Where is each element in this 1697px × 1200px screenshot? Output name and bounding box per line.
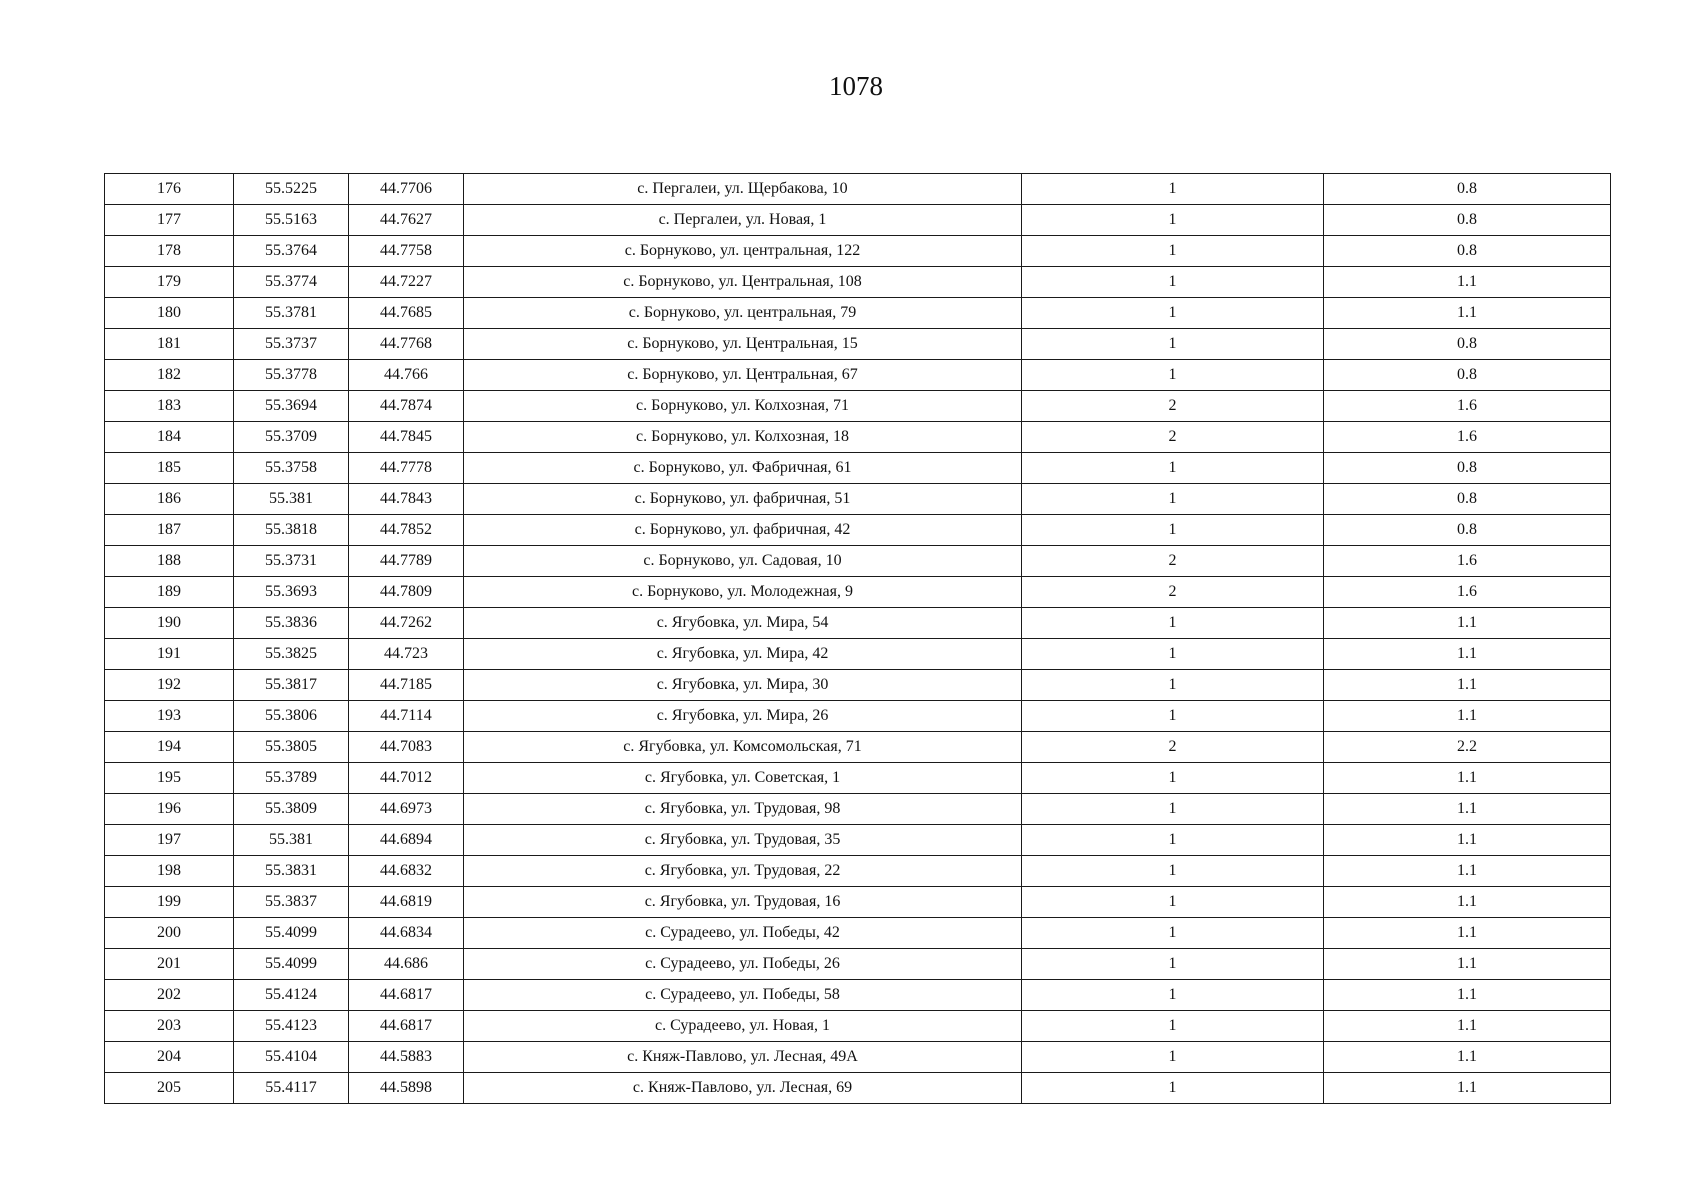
address-cell: с. Борнуково, ул. Колхозная, 71	[464, 391, 1022, 422]
value-cell: 2.2	[1324, 732, 1611, 763]
count-cell: 1	[1022, 360, 1324, 391]
table-row	[105, 174, 1611, 205]
row-number-cell: 187	[105, 515, 234, 546]
count-cell: 1	[1022, 980, 1324, 1011]
count-cell: 2	[1022, 577, 1324, 608]
value-cell: 1.1	[1324, 298, 1611, 329]
latitude-cell: 55.3737	[234, 329, 349, 360]
latitude-cell: 55.3817	[234, 670, 349, 701]
longitude-cell: 44.6819	[349, 887, 464, 918]
latitude-cell: 55.3694	[234, 391, 349, 422]
address-cell: с. Ягубовка, ул. Комсомольская, 71	[464, 732, 1022, 763]
count-cell: 1	[1022, 174, 1324, 205]
count-cell: 2	[1022, 732, 1324, 763]
row-number-cell: 186	[105, 484, 234, 515]
longitude-cell: 44.7114	[349, 701, 464, 732]
count-cell: 1	[1022, 608, 1324, 639]
count-cell: 1	[1022, 298, 1324, 329]
latitude-cell: 55.3831	[234, 856, 349, 887]
value-cell: 0.8	[1324, 329, 1611, 360]
table-row	[105, 608, 1611, 639]
row-number-cell: 183	[105, 391, 234, 422]
longitude-cell: 44.7852	[349, 515, 464, 546]
count-cell: 1	[1022, 267, 1324, 298]
row-number-cell: 188	[105, 546, 234, 577]
address-cell: с. Княж-Павлово, ул. Лесная, 49А	[464, 1042, 1022, 1073]
longitude-cell: 44.723	[349, 639, 464, 670]
data-table	[104, 173, 1611, 1104]
count-cell: 1	[1022, 825, 1324, 856]
longitude-cell: 44.7262	[349, 608, 464, 639]
table-body	[105, 174, 1611, 1104]
address-cell: с. Сурадеево, ул. Победы, 26	[464, 949, 1022, 980]
row-number-cell: 199	[105, 887, 234, 918]
longitude-cell: 44.7083	[349, 732, 464, 763]
value-cell: 0.8	[1324, 360, 1611, 391]
row-number-cell: 184	[105, 422, 234, 453]
longitude-cell: 44.7685	[349, 298, 464, 329]
table-row	[105, 453, 1611, 484]
longitude-cell: 44.7789	[349, 546, 464, 577]
value-cell: 1.1	[1324, 980, 1611, 1011]
value-cell: 1.1	[1324, 949, 1611, 980]
value-cell: 1.1	[1324, 267, 1611, 298]
longitude-cell: 44.5883	[349, 1042, 464, 1073]
latitude-cell: 55.3805	[234, 732, 349, 763]
table-row	[105, 391, 1611, 422]
table-row	[105, 546, 1611, 577]
latitude-cell: 55.4104	[234, 1042, 349, 1073]
longitude-cell: 44.5898	[349, 1073, 464, 1104]
latitude-cell: 55.4117	[234, 1073, 349, 1104]
latitude-cell: 55.5163	[234, 205, 349, 236]
longitude-cell: 44.7778	[349, 453, 464, 484]
longitude-cell: 44.6832	[349, 856, 464, 887]
page-number: 1078	[829, 71, 883, 101]
address-cell: с. Борнуково, ул. Центральная, 108	[464, 267, 1022, 298]
latitude-cell: 55.4099	[234, 918, 349, 949]
latitude-cell: 55.3781	[234, 298, 349, 329]
count-cell: 1	[1022, 856, 1324, 887]
count-cell: 2	[1022, 546, 1324, 577]
longitude-cell: 44.6894	[349, 825, 464, 856]
address-cell: с. Борнуково, ул. фабричная, 42	[464, 515, 1022, 546]
address-cell: с. Борнуково, ул. центральная, 122	[464, 236, 1022, 267]
count-cell: 1	[1022, 794, 1324, 825]
longitude-cell: 44.766	[349, 360, 464, 391]
table-row	[105, 887, 1611, 918]
row-number-cell: 196	[105, 794, 234, 825]
table-row	[105, 918, 1611, 949]
longitude-cell: 44.6817	[349, 1011, 464, 1042]
value-cell: 1.1	[1324, 670, 1611, 701]
table-row	[105, 422, 1611, 453]
value-cell: 1.1	[1324, 763, 1611, 794]
value-cell: 1.6	[1324, 422, 1611, 453]
row-number-cell: 203	[105, 1011, 234, 1042]
count-cell: 2	[1022, 422, 1324, 453]
address-cell: с. Сурадеево, ул. Победы, 58	[464, 980, 1022, 1011]
table-row	[105, 1011, 1611, 1042]
row-number-cell: 202	[105, 980, 234, 1011]
table-row	[105, 236, 1611, 267]
table-row	[105, 825, 1611, 856]
row-number-cell: 189	[105, 577, 234, 608]
value-cell: 0.8	[1324, 174, 1611, 205]
table-row	[105, 515, 1611, 546]
longitude-cell: 44.7809	[349, 577, 464, 608]
address-cell: с. Борнуково, ул. Центральная, 67	[464, 360, 1022, 391]
row-number-cell: 182	[105, 360, 234, 391]
row-number-cell: 181	[105, 329, 234, 360]
address-cell: с. Ягубовка, ул. Трудовая, 35	[464, 825, 1022, 856]
longitude-cell: 44.7758	[349, 236, 464, 267]
address-cell: с. Борнуково, ул. Садовая, 10	[464, 546, 1022, 577]
value-cell: 1.1	[1324, 856, 1611, 887]
address-cell: с. Ягубовка, ул. Трудовая, 98	[464, 794, 1022, 825]
value-cell: 0.8	[1324, 205, 1611, 236]
latitude-cell: 55.3836	[234, 608, 349, 639]
latitude-cell: 55.3789	[234, 763, 349, 794]
row-number-cell: 204	[105, 1042, 234, 1073]
longitude-cell: 44.7843	[349, 484, 464, 515]
table-row	[105, 298, 1611, 329]
table-row	[105, 360, 1611, 391]
row-number-cell: 193	[105, 701, 234, 732]
row-number-cell: 194	[105, 732, 234, 763]
latitude-cell: 55.3693	[234, 577, 349, 608]
address-cell: с. Пергалеи, ул. Новая, 1	[464, 205, 1022, 236]
row-number-cell: 177	[105, 205, 234, 236]
address-cell: с. Борнуково, ул. Колхозная, 18	[464, 422, 1022, 453]
latitude-cell: 55.3825	[234, 639, 349, 670]
latitude-cell: 55.3758	[234, 453, 349, 484]
value-cell: 0.8	[1324, 453, 1611, 484]
value-cell: 1.6	[1324, 546, 1611, 577]
address-cell: с. Ягубовка, ул. Трудовая, 22	[464, 856, 1022, 887]
longitude-cell: 44.6817	[349, 980, 464, 1011]
row-number-cell: 179	[105, 267, 234, 298]
longitude-cell: 44.7706	[349, 174, 464, 205]
latitude-cell: 55.3774	[234, 267, 349, 298]
longitude-cell: 44.686	[349, 949, 464, 980]
table-row	[105, 329, 1611, 360]
count-cell: 1	[1022, 236, 1324, 267]
latitude-cell: 55.3731	[234, 546, 349, 577]
table-row	[105, 856, 1611, 887]
longitude-cell: 44.7874	[349, 391, 464, 422]
value-cell: 0.8	[1324, 484, 1611, 515]
table-row	[105, 701, 1611, 732]
row-number-cell: 200	[105, 918, 234, 949]
table-row	[105, 1073, 1611, 1104]
address-cell: с. Княж-Павлово, ул. Лесная, 69	[464, 1073, 1022, 1104]
address-cell: с. Сурадеево, ул. Новая, 1	[464, 1011, 1022, 1042]
address-cell: с. Ягубовка, ул. Трудовая, 16	[464, 887, 1022, 918]
latitude-cell: 55.3818	[234, 515, 349, 546]
table-row	[105, 763, 1611, 794]
address-cell: с. Борнуково, ул. Фабричная, 61	[464, 453, 1022, 484]
row-number-cell: 185	[105, 453, 234, 484]
table-row	[105, 1042, 1611, 1073]
count-cell: 1	[1022, 205, 1324, 236]
latitude-cell: 55.381	[234, 825, 349, 856]
table-row	[105, 484, 1611, 515]
address-cell: с. Ягубовка, ул. Советская, 1	[464, 763, 1022, 794]
count-cell: 1	[1022, 1073, 1324, 1104]
table-row	[105, 949, 1611, 980]
address-cell: с. Ягубовка, ул. Мира, 42	[464, 639, 1022, 670]
row-number-cell: 176	[105, 174, 234, 205]
row-number-cell: 201	[105, 949, 234, 980]
table-row	[105, 980, 1611, 1011]
value-cell: 1.1	[1324, 918, 1611, 949]
latitude-cell: 55.3837	[234, 887, 349, 918]
row-number-cell: 180	[105, 298, 234, 329]
value-cell: 1.1	[1324, 608, 1611, 639]
row-number-cell: 195	[105, 763, 234, 794]
latitude-cell: 55.4099	[234, 949, 349, 980]
longitude-cell: 44.7845	[349, 422, 464, 453]
address-cell: с. Ягубовка, ул. Мира, 30	[464, 670, 1022, 701]
count-cell: 1	[1022, 515, 1324, 546]
address-cell: с. Сурадеево, ул. Победы, 42	[464, 918, 1022, 949]
row-number-cell: 205	[105, 1073, 234, 1104]
latitude-cell: 55.3709	[234, 422, 349, 453]
count-cell: 2	[1022, 391, 1324, 422]
value-cell: 1.1	[1324, 1073, 1611, 1104]
count-cell: 1	[1022, 329, 1324, 360]
count-cell: 1	[1022, 453, 1324, 484]
latitude-cell: 55.4124	[234, 980, 349, 1011]
latitude-cell: 55.3809	[234, 794, 349, 825]
row-number-cell: 197	[105, 825, 234, 856]
value-cell: 1.6	[1324, 577, 1611, 608]
row-number-cell: 190	[105, 608, 234, 639]
row-number-cell: 192	[105, 670, 234, 701]
value-cell: 1.1	[1324, 1042, 1611, 1073]
address-cell: с. Ягубовка, ул. Мира, 26	[464, 701, 1022, 732]
latitude-cell: 55.3778	[234, 360, 349, 391]
table-row	[105, 205, 1611, 236]
count-cell: 1	[1022, 887, 1324, 918]
latitude-cell: 55.3806	[234, 701, 349, 732]
table-row	[105, 732, 1611, 763]
latitude-cell: 55.5225	[234, 174, 349, 205]
longitude-cell: 44.7627	[349, 205, 464, 236]
value-cell: 1.1	[1324, 825, 1611, 856]
row-number-cell: 198	[105, 856, 234, 887]
count-cell: 1	[1022, 701, 1324, 732]
longitude-cell: 44.7768	[349, 329, 464, 360]
address-cell: с. Борнуково, ул. Молодежная, 9	[464, 577, 1022, 608]
count-cell: 1	[1022, 763, 1324, 794]
table-row	[105, 577, 1611, 608]
address-cell: с. Ягубовка, ул. Мира, 54	[464, 608, 1022, 639]
address-cell: с. Борнуково, ул. фабричная, 51	[464, 484, 1022, 515]
count-cell: 1	[1022, 949, 1324, 980]
count-cell: 1	[1022, 918, 1324, 949]
longitude-cell: 44.7012	[349, 763, 464, 794]
table-row	[105, 267, 1611, 298]
value-cell: 1.1	[1324, 639, 1611, 670]
latitude-cell: 55.3764	[234, 236, 349, 267]
value-cell: 1.1	[1324, 701, 1611, 732]
latitude-cell: 55.381	[234, 484, 349, 515]
value-cell: 1.1	[1324, 887, 1611, 918]
count-cell: 1	[1022, 1011, 1324, 1042]
count-cell: 1	[1022, 484, 1324, 515]
value-cell: 0.8	[1324, 236, 1611, 267]
longitude-cell: 44.6973	[349, 794, 464, 825]
count-cell: 1	[1022, 639, 1324, 670]
value-cell: 1.1	[1324, 794, 1611, 825]
longitude-cell: 44.7227	[349, 267, 464, 298]
address-cell: с. Борнуково, ул. Центральная, 15	[464, 329, 1022, 360]
count-cell: 1	[1022, 1042, 1324, 1073]
longitude-cell: 44.6834	[349, 918, 464, 949]
count-cell: 1	[1022, 670, 1324, 701]
table-row	[105, 670, 1611, 701]
value-cell: 1.1	[1324, 1011, 1611, 1042]
latitude-cell: 55.4123	[234, 1011, 349, 1042]
longitude-cell: 44.7185	[349, 670, 464, 701]
address-cell: с. Пергалеи, ул. Щербакова, 10	[464, 174, 1022, 205]
row-number-cell: 191	[105, 639, 234, 670]
address-cell: с. Борнуково, ул. центральная, 79	[464, 298, 1022, 329]
value-cell: 0.8	[1324, 515, 1611, 546]
value-cell: 1.6	[1324, 391, 1611, 422]
table-row	[105, 794, 1611, 825]
table-row	[105, 639, 1611, 670]
row-number-cell: 178	[105, 236, 234, 267]
